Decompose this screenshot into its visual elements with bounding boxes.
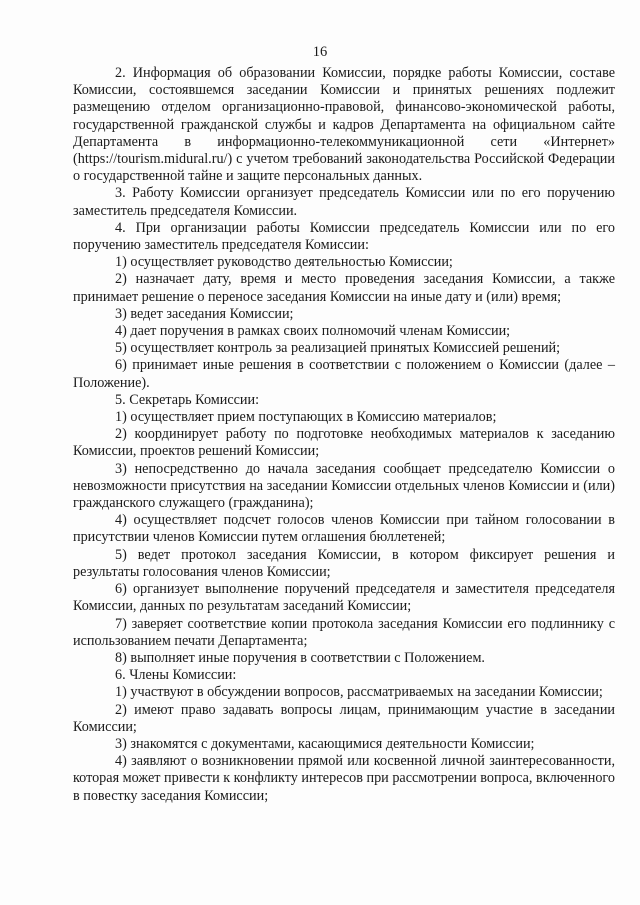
paragraph: 3) знакомятся с документами, касающимися деятельности Комиссии; (115, 735, 535, 752)
paragraph: 2) имеют право задавать вопросы лицам, принимающим участие в заседании Комиссии; (73, 701, 615, 735)
paragraph: 8) выполняет иные поручения в соответствии с Положением. (115, 649, 485, 666)
paragraph: 1) участвуют в обсуждении вопросов, рассматриваемых на заседании Комиссии; (115, 684, 603, 701)
paragraph: 3) непосредственно до начала заседания сообщает председателю Комиссии о невозможности присутствия на заседании Комиссии отдельных членов Комиссии и (или) гражданского служащего (гражданина); (73, 460, 615, 512)
paragraph: 5) ведет протокол заседания Комиссии, в котором фиксирует решения и результаты голосования членов Комиссии; (73, 546, 615, 580)
paragraph: 1) осуществляет руководство деятельностью Комиссии; (115, 254, 453, 271)
document-body (73, 65, 615, 805)
paragraph: 6) принимает иные решения в соответствии с положением о Комиссии (далее – Положение). (73, 357, 615, 391)
paragraph: 4) дает поручения в рамках своих полномочий членам Комиссии; (115, 323, 511, 340)
paragraph: 4) осуществляет подсчет голосов членов Комиссии при тайном голосовании в присутствии членов Комиссии путем оглашения бюллетеней; (73, 512, 615, 546)
paragraph: 7) заверяет соответствие копии протокола заседания Комиссии его подлиннику с использованием печати Департамента; (73, 615, 615, 649)
paragraph: 2. Информация об образовании Комиссии, порядке работы Комиссии, составе Комиссии, состоявшемся заседании Комиссии и принятых решениях подлежит размещению отделом организационно-правовой, финансово-экономической работы, государственной гражданской службы и кадров Департамента на официальном сайте Департамента в информационно-телекоммуникационной сети «Интернет» (https://tourism.midural.ru/) с учетом требований законодательства Российской Федерации о государственной тайне и защите персональных данных. (73, 65, 615, 185)
paragraph: 4. При организации работы Комиссии председатель Комиссии или по его поручению заместитель председателя Комиссии: (73, 219, 615, 254)
paragraph: 2) назначает дату, время и место проведения заседания Комиссии, а также принимает решение о переносе заседания Комиссии на иные дату и (или) время; (73, 271, 615, 305)
paragraph: 6) организует выполнение поручений председателя и заместителя председателя Комиссии, данных по результатам заседаний Комиссии; (73, 581, 615, 615)
paragraph: 5) осуществляет контроль за реализацией принятых Комиссией решений; (115, 340, 561, 357)
paragraph: 5. Секретарь Комиссии: (115, 391, 260, 408)
paragraph: 3) ведет заседания Комиссии; (115, 305, 294, 322)
paragraph: 1) осуществляет прием поступающих в Комиссию материалов; (115, 409, 497, 426)
paragraph: 3. Работу Комиссии организует председатель Комиссии или по его поручению заместитель председателя Комиссии. (73, 185, 615, 219)
paragraph: 4) заявляют о возникновении прямой или косвенной личной заинтересованности, которая может привести к конфликту интересов при рассмотрении вопроса, включенного в повестку заседания Комиссии; (73, 753, 615, 804)
paragraph: 2) координирует работу по подготовке необходимых материалов к заседанию Комиссии, проектов решений Комиссии; (73, 426, 615, 460)
page-number: 16 (312, 44, 328, 60)
paragraph: 6. Члены Комиссии: (115, 667, 237, 684)
